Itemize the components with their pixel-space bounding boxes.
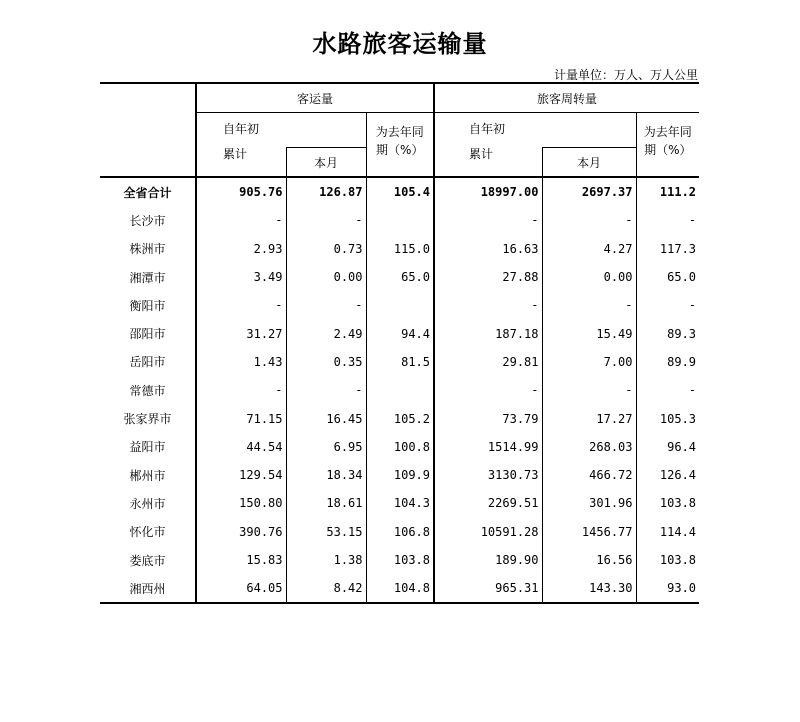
table-cell: 4.27 (542, 235, 636, 263)
pt-yoy-header (636, 113, 699, 178)
region-name: 株洲市 (129, 242, 166, 257)
table-cell: 105.2 (366, 404, 434, 432)
pv-month-header: 本月 (286, 148, 366, 178)
table-cell: 64.05 (196, 574, 286, 603)
table-cell: 71.15 (196, 404, 286, 432)
table-cell: 126.87 (286, 177, 366, 206)
table-cell: 106.8 (366, 518, 434, 546)
pt-yoy-line1: 为去年同 (643, 125, 692, 139)
table-cell: 93.0 (636, 574, 699, 603)
table-cell: - (286, 206, 366, 234)
table-cell: - (636, 376, 699, 404)
table-cell: 6.95 (286, 433, 366, 461)
table-cell: 103.8 (366, 546, 434, 574)
pt-cumulative-header (434, 113, 636, 148)
table-cell: 65.0 (636, 263, 699, 291)
table-cell: 126.4 (636, 461, 699, 489)
table-row (100, 546, 699, 574)
pv-cumulative-header (196, 113, 366, 148)
table-cell: - (542, 376, 636, 404)
region-name: 湘西州 (100, 574, 196, 603)
table-cell: 89.3 (636, 319, 699, 347)
table-cell: 117.3 (636, 235, 699, 263)
table-cell: 301.96 (542, 489, 636, 517)
table-cell: 3.49 (196, 263, 286, 291)
region-name: 岳阳市 (129, 355, 166, 370)
table-row (100, 518, 699, 546)
pv-yoy-line2: 期（%） (376, 143, 424, 157)
table-cell: 111.2 (636, 177, 699, 206)
region-name: 全省合计 (123, 185, 172, 200)
table-cell: 7.00 (542, 348, 636, 376)
table-cell: 100.8 (366, 433, 434, 461)
pv-yoy-header (366, 113, 434, 178)
table-row (100, 489, 699, 517)
table-cell: 8.42 (286, 574, 366, 603)
table-row (100, 291, 699, 319)
table-cell: 65.0 (366, 263, 434, 291)
table-cell: 268.03 (542, 433, 636, 461)
table-cell: - (196, 291, 286, 319)
table-cell: 143.30 (542, 574, 636, 603)
pt-yoy-line2: 期（%） (644, 143, 692, 157)
table-cell: 1456.77 (542, 518, 636, 546)
table-cell (366, 291, 434, 319)
table-cell: - (434, 291, 542, 319)
passenger-turnover-header: 旅客周转量 (434, 83, 699, 113)
table-row (100, 461, 699, 489)
passenger-volume-header: 客运量 (196, 83, 434, 113)
table-cell: 2697.37 (542, 177, 636, 206)
table-cell: - (434, 206, 542, 234)
table-cell: - (196, 376, 286, 404)
table-row (100, 263, 699, 291)
table-cell: - (286, 376, 366, 404)
table-cell: 103.8 (636, 546, 699, 574)
table-cell: 27.88 (434, 263, 542, 291)
table-cell: 15.83 (196, 546, 286, 574)
table-cell: 15.49 (542, 319, 636, 347)
table-cell: 109.9 (366, 461, 434, 489)
table-cell: - (636, 291, 699, 319)
table-cell (366, 376, 434, 404)
table-cell: 53.15 (286, 518, 366, 546)
table-cell: 16.56 (542, 546, 636, 574)
table-cell: 31.27 (196, 319, 286, 347)
pt-month-header: 本月 (542, 148, 636, 178)
table-cell: 94.4 (366, 319, 434, 347)
region-name: 衡阳市 (129, 298, 166, 313)
table-row (100, 376, 699, 404)
table-cell: - (286, 291, 366, 319)
region-header-cell (100, 83, 196, 177)
table-cell: 1.43 (196, 348, 286, 376)
table-cell: 0.00 (542, 263, 636, 291)
table-cell: 0.73 (286, 235, 366, 263)
table-cell: 905.76 (196, 177, 286, 206)
pt-cumulative-line2: 累计 (434, 148, 542, 178)
table-cell: 187.18 (434, 319, 542, 347)
table-cell: - (542, 206, 636, 234)
pv-cumulative-line2: 累计 (196, 148, 286, 178)
table-cell: 2269.51 (434, 489, 542, 517)
table-cell: 1.38 (286, 546, 366, 574)
table-cell: - (196, 206, 286, 234)
table-row (100, 348, 699, 376)
table-cell: 16.63 (434, 235, 542, 263)
table-cell: - (434, 376, 542, 404)
table-cell: 96.4 (636, 433, 699, 461)
table-cell: 105.4 (366, 177, 434, 206)
table-cell: 81.5 (366, 348, 434, 376)
region-name: 长沙市 (129, 213, 166, 228)
pv-cumulative-line1: 自年初 (223, 122, 260, 136)
table-row (100, 206, 699, 234)
table-cell: - (542, 291, 636, 319)
table-cell: 18.61 (286, 489, 366, 517)
table-cell: 104.8 (366, 574, 434, 603)
region-name: 娄底市 (129, 553, 166, 568)
table-cell: 114.4 (636, 518, 699, 546)
table-row-total (100, 177, 699, 206)
table-cell: 105.3 (636, 404, 699, 432)
table-row (100, 404, 699, 432)
statistics-table (100, 82, 699, 604)
unit-note: 计量单位：万人、万人公里 (553, 68, 698, 82)
table-row (100, 235, 699, 263)
table-cell: 103.8 (636, 489, 699, 517)
table-cell: 16.45 (286, 404, 366, 432)
region-name: 永州市 (129, 496, 166, 511)
header-row-group (100, 83, 699, 113)
table-cell: 10591.28 (434, 518, 542, 546)
table-cell: 2.93 (196, 235, 286, 263)
table-cell: 129.54 (196, 461, 286, 489)
region-name: 怀化市 (129, 525, 166, 540)
table-cell: 18.34 (286, 461, 366, 489)
table-cell: 1514.99 (434, 433, 542, 461)
region-name: 郴州市 (129, 468, 166, 483)
region-name: 邵阳市 (129, 327, 166, 342)
pv-yoy-line1: 为去年同 (375, 125, 424, 139)
table-row (100, 433, 699, 461)
table-cell: 3130.73 (434, 461, 542, 489)
region-name: 益阳市 (129, 440, 166, 455)
table-cell: 150.80 (196, 489, 286, 517)
region-name: 湘潭市 (129, 270, 166, 285)
table-cell: 390.76 (196, 518, 286, 546)
table-cell: 0.35 (286, 348, 366, 376)
table-cell: 17.27 (542, 404, 636, 432)
table-row (100, 574, 699, 603)
table-cell: 18997.00 (434, 177, 542, 206)
table-cell (366, 206, 434, 234)
region-name: 常德市 (129, 383, 166, 398)
statistics-table-container (100, 82, 699, 604)
pt-cumulative-line1: 自年初 (469, 122, 506, 136)
table-cell: 29.81 (434, 348, 542, 376)
table-cell: 189.90 (434, 546, 542, 574)
table-row (100, 319, 699, 347)
table-cell: 115.0 (366, 235, 434, 263)
table-cell: 104.3 (366, 489, 434, 517)
table-cell: 965.31 (434, 574, 542, 603)
table-cell: 89.9 (636, 348, 699, 376)
table-cell: 0.00 (286, 263, 366, 291)
table-cell: - (636, 206, 699, 234)
region-name: 张家界市 (123, 412, 172, 427)
table-cell: 73.79 (434, 404, 542, 432)
table-cell: 466.72 (542, 461, 636, 489)
page-title: 水路旅客运输量 (312, 30, 488, 58)
table-cell: 44.54 (196, 433, 286, 461)
table-cell: 2.49 (286, 319, 366, 347)
